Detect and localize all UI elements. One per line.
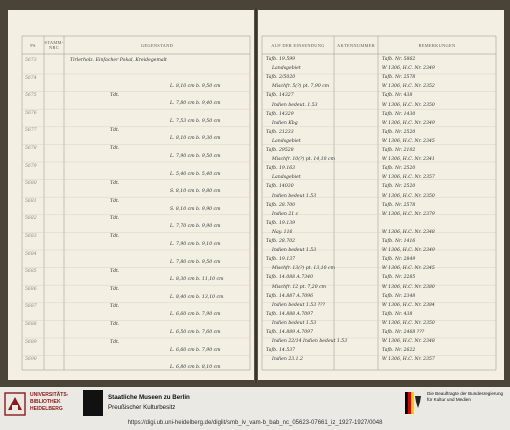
entry-remark: Tafb. Nr. 2468 ??? [382,330,425,335]
entry-shipment: Tafb. 14.887 A.7096 [266,293,314,299]
entry-remark: W 1306, H.C. Nr. 2349 [382,120,435,126]
entry-remark: Tafb. Nr. 2285 [382,275,416,281]
entry-remark: W 1306, H.C. Nr. 2350 [382,193,435,199]
entry-number: 5676 [25,110,37,116]
entry-dimensions: L. 7,90 cm b. 9,50 cm [170,154,221,159]
entry-dimensions: L. 8,30 cm b. 11,10 cm [170,277,224,283]
entry-shipment: Indien bedeut. 1.53 [272,102,318,108]
entry-number: 5688 [25,322,37,327]
entry-dimensions: L. 6,50 cm b. 7,60 cm [170,330,221,335]
entry-remark: W 1306, H.C. Nr. 2345 [382,266,435,272]
entry-description: Tdt. [110,322,120,327]
entry-remark: Tafb. Nr. 2520 [382,184,416,190]
entry-shipment: Tafb. 2/5020 [266,75,296,81]
entry-shipment: Tafb. 19.163 [266,166,296,172]
entry-shipment: Indien bedeut 1.53 [272,320,317,326]
column-header-bemerkungen: BEMERKUNGEN [418,43,456,48]
column-header-einsendung: AUF DER EINSENDUNG [271,43,325,48]
entry-shipment: Indien bedeut 1.53 [272,193,317,199]
entry-dimensions: L. 6,60 cm b. 7,90 cm [170,347,221,353]
entry-remark: Tafb. Nr. 2578 [382,75,416,81]
sponsor-text: Die Beauftragte der Bundesregierung für Kultur und Medien [427,391,504,402]
entry-remark: Tafb. Nr. 2622 [382,348,416,354]
entry-description: Tirlerholz. Einfacher Pokal, Kreidegemalt [70,58,167,63]
entry-remark: W 1306, H.C. Nr. 2384 [382,302,435,308]
column-header-ps: PS [30,43,36,48]
entry-shipment: Indien bedeut 1.53 [272,248,317,254]
entry-shipment: Landsgebiet [272,66,301,72]
entry-shipment: Tafb. 21233 [266,129,294,135]
entry-remark: Tafb. Nr. 2102 [382,148,416,153]
entry-number: 5689 [25,339,37,345]
entry-dimensions: L. 7,80 cm b. 9,40 cm [170,101,221,107]
entry-description: Tdt. [110,93,120,99]
entry-remark: W 1306, H.C. Nr. 2352 [382,84,435,90]
entry-number: 5679 [25,163,37,169]
entry-shipment: Tafb. 19.139 [266,220,296,226]
entry-shipment: Tafb. 19.137 [266,257,296,263]
entry-remark: W 1306, H.C. Nr. 2348 [382,339,435,345]
entry-shipment: Indien 22/14 Indien bedeut 1.53 [272,339,348,345]
entry-number: 5673 [25,58,37,63]
entry-remark: W 1306, H.C. Nr. 2357 [382,357,435,363]
entry-shipment: Tafb. 19.599 [266,57,296,62]
entry-remark: Tafb. Nr. 438 [382,93,413,99]
entry-shipment: Tafb. 14327 [266,93,294,99]
entry-shipment: Tafb. 14.537 [266,348,296,354]
entry-remark: W 1306, H.C. Nr. 2348 [382,229,435,235]
entry-shipment: Tafb. 14.088 A.7340 [266,275,314,281]
entry-remark: Tafb. Nr. 2520 [382,129,416,135]
entry-remark: W 1306, H.C. Nr. 2357 [382,175,435,181]
entry-number: 5675 [25,93,37,99]
entry-number: 5686 [25,286,37,292]
entry-description: Tdt. [110,234,120,239]
entry-remark: Tafb. Nr. 2578 [382,202,416,208]
entry-number: 5682 [25,216,37,222]
university-seal-icon [4,392,26,416]
entry-description: Tdt. [110,146,120,151]
museum-title: Staatliche Museen zu Berlin [108,394,190,401]
entry-shipment: Nay. 116 [272,229,293,235]
entry-dimensions: L. 6,80 cm b. 8,10 cm [170,365,221,371]
university-library-name: UNIVERSITÄTS- BIBLIOTHEK HEIDELBERG [30,392,69,412]
entry-description: Tdt. [110,304,120,310]
entry-remark: Tafb. Nr. 1416 [382,239,416,244]
entry-shipment: Indien 21 c [272,211,299,217]
entry-dimensions: L. 7,80 cm b. 9,50 cm [170,259,221,265]
entry-description: Tdt. [110,128,120,134]
entry-shipment: Mischfr. 13(?) pt. 13,10 cm [272,266,335,272]
entry-shipment: Tafb. 28.702 [266,239,296,244]
federal-eagle-icon [405,392,422,414]
entry-shipment: Tafb. 29528 [266,148,294,153]
entry-remark: W 1306, H.C. Nr. 2380 [382,284,435,290]
entry-remark: Tafb. Nr. 2348 [382,293,416,299]
entry-dimensions: L. 7,53 cm b. 9,50 cm [170,118,221,124]
entry-shipment: Mischfr. 10(?) pt. 14,10 cm [272,157,335,163]
entry-number: 5680 [25,181,37,187]
entry-dimensions: L. 7,70 cm b. 9,90 cm [170,224,221,230]
entry-description: Tdt. [110,198,120,204]
entry-dimensions: L. 8,10 cm b. 9,50 cm [170,83,221,89]
entry-remark: Tafb. Nr. 438 [382,311,413,317]
entry-shipment: Indien bedeut 1.53 ??? [272,302,325,308]
entry-description: Tdt. [110,269,120,275]
entry-shipment: Mischfr. 12 pt. 7,20 cm [272,284,327,290]
entry-dimensions: S. 8,10 cm b. 9,90 cm [170,206,221,212]
entry-number: 5681 [25,198,37,204]
entry-remark: Tafb. Nr. 1430 [382,111,416,117]
entry-shipment: Landsgebiet [272,175,301,181]
entry-remark: W 1306, H.C. Nr. 2379 [382,211,435,217]
entry-shipment: Tafb. 14030 [266,184,294,190]
entry-dimensions: L. 8,10 cm b. 9,30 cm [170,136,221,142]
entry-remark: W 1306, H.C. Nr. 2350 [382,320,435,326]
permalink-url[interactable]: https://digi.ub.uni-heidelberg.de/diglit/smb_iv_vam-b_bab_nc_05623-07661_iz_1927-1927/0048 [127,420,383,426]
entry-description: Tdt. [110,216,120,222]
entry-description: Tdt. [110,286,120,292]
entry-shipment: Indien 23.1.2 [272,357,303,363]
entry-remark: W 1306, H.C. Nr. 2350 [382,102,435,108]
entry-number: 5685 [25,269,37,275]
entry-remark: W 1306, H.C. Nr. 2349 [382,66,435,72]
entry-remark: Tafb. Nr. 2520 [382,166,416,172]
entry-shipment: Tafb. 14.888 A.7097 [266,311,314,317]
entry-number: 5674 [25,75,37,81]
entry-number: 5677 [25,128,37,134]
entry-dimensions: L. 8,40 cm b. 13,10 cm [170,294,224,300]
entry-remark: W 1306, H.C. Nr. 2349 [382,248,435,254]
entry-description: Tdt. [110,181,120,187]
entry-shipment: Tafb. 14329 [266,111,294,117]
column-header-aktennummer: AKTENNUMMER [337,43,375,48]
entry-number: 5687 [25,304,37,310]
entry-shipment: Tafb. 28.700 [266,202,296,208]
entry-number: 5684 [25,251,37,257]
entry-dimensions: L. 5,40 cm b. 5,40 cm [170,171,221,177]
entry-number: 5678 [25,146,37,151]
entry-number: 5690 [25,357,37,363]
entry-shipment: Indien Kbg [272,120,298,126]
museum-subtitle: Preußischer Kulturbesitz [108,404,176,411]
museum-logo-icon [83,390,103,416]
entry-number: 5683 [25,234,37,239]
entry-shipment: Mischfr. 5(?) pt. 7,90 cm [272,84,330,90]
entry-dimensions: S. 8,10 cm b. 9,80 cm [170,189,221,195]
entry-remark: W 1306, H.C. Nr. 2341 [382,157,435,163]
entry-remark: Tafb. Nr. 2849 [382,257,416,263]
column-header-gegenstand: GEGENSTAND [140,43,174,48]
entry-remark: Tafb. Nr. 5862 [382,57,416,62]
entry-dimensions: L. 6,60 cm b. 7,90 cm [170,312,221,318]
entry-shipment: Landsgebiet [272,138,301,144]
column-header-stamm: STAMM-NRC [44,40,64,50]
entry-description: Tdt. [110,339,120,345]
entry-shipment: Tafb. 14.889 A.7097 [266,330,314,335]
entry-dimensions: L. 7,90 cm b. 9,10 cm [170,242,221,247]
entry-remark: W 1306, H.C. Nr. 2345 [382,138,435,144]
